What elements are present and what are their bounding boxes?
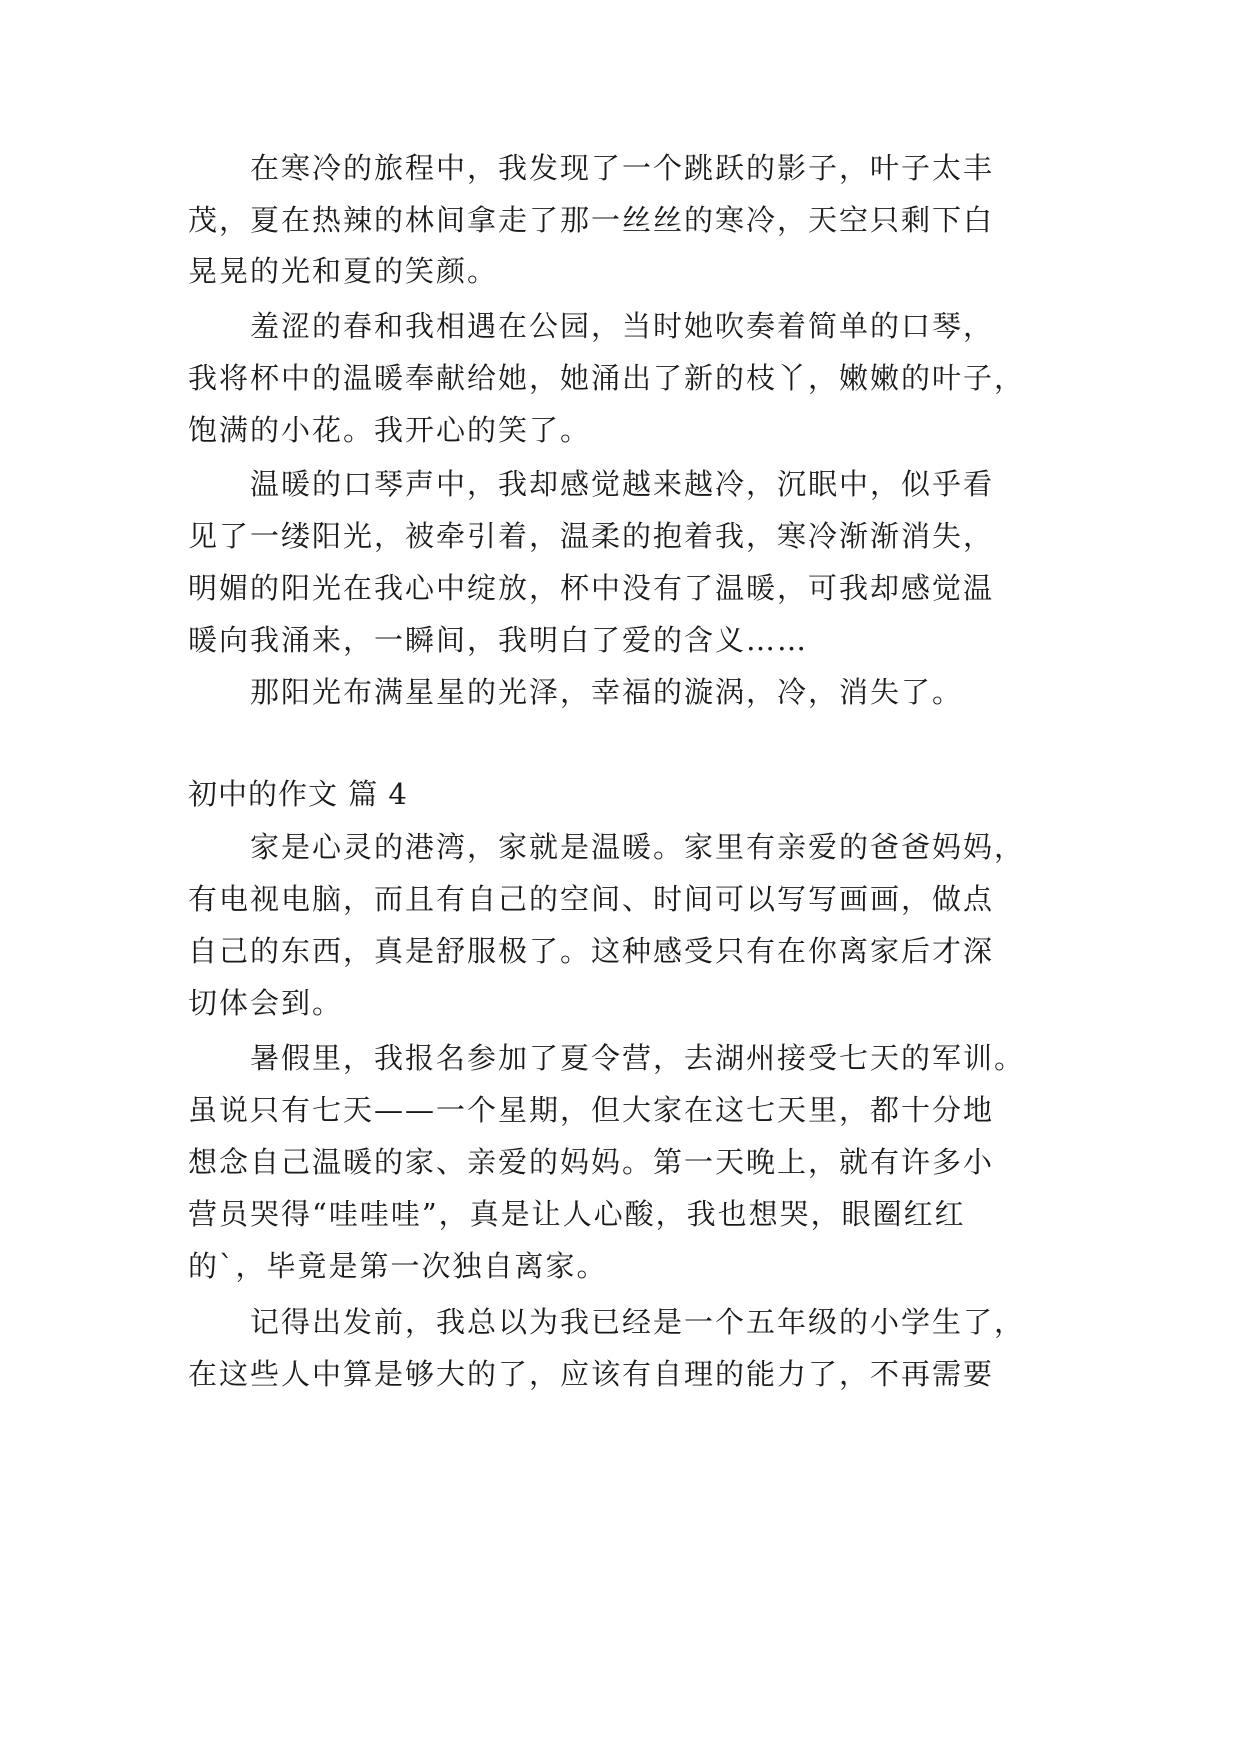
paragraph-line: 我将杯中的温暖奉献给她，她涌出了新的枝丫，嫩嫩的叶子， [188,361,1026,395]
paragraph-line: 暖向我涌来，一瞬间，我明白了爱的含义…… [188,623,809,657]
paragraph-line: 自己的东西，真是舒服极了。这种感受只有在你离家后才深 [188,934,995,968]
paragraph-line: 温暖的口琴声中，我却感觉越来越冷，沉眠中，似乎看 [250,467,995,501]
paragraph-line: 晃晃的光和夏的笑颜。 [188,254,499,288]
paragraph-line: 记得出发前，我总以为我已经是一个五年级的小学生了， [250,1305,1026,1339]
paragraph-line: 虽说只有七天——一个星期，但大家在这七天里，都十分地 [188,1093,995,1127]
paragraph-line: 茂，夏在热辣的林间拿走了那一丝丝的寒冷，天空只剩下白 [188,203,995,237]
paragraph-line: 切体会到。 [188,986,344,1020]
paragraph-line: 羞涩的春和我相遇在公园，当时她吹奏着简单的口琴， [250,309,995,343]
paragraph-line: 在这些人中算是够大的了，应该有自理的能力了，不再需要 [188,1357,995,1391]
paragraph-line: 家是心灵的港湾，家就是温暖。家里有亲爱的爸爸妈妈， [250,830,1026,864]
paragraph-line: 饱满的小花。我开心的笑了。 [188,413,592,447]
paragraph-line: 明媚的阳光在我心中绽放，杯中没有了温暖，可我却感觉温 [188,571,995,605]
paragraph-line: 有电视电脑，而且有自己的空间、时间可以写写画画，做点 [188,882,995,916]
paragraph-line: 的`，毕竟是第一次独自离家。 [188,1249,608,1283]
paragraph-line: 暑假里，我报名参加了夏令营，去湖州接受七天的军训。 [250,1041,1026,1075]
paragraph-line: 见了一缕阳光，被牵引着，温柔的抱着我，寒冷渐渐消失， [188,519,995,553]
paragraph-line: 在寒冷的旅程中，我发现了一个跳跃的影子，叶子太丰 [250,151,995,185]
paragraph-line: 营员哭得“哇哇哇”，真是让人心酸，我也想哭，眼圈红红 [188,1197,966,1231]
section-heading: 初中的作文 篇 4 [188,777,408,811]
paragraph-line: 那阳光布满星星的光泽，幸福的漩涡，冷，消失了。 [250,675,964,709]
paragraph-line: 想念自己温暖的家、亲爱的妈妈。第一天晚上，就有许多小 [188,1145,995,1179]
